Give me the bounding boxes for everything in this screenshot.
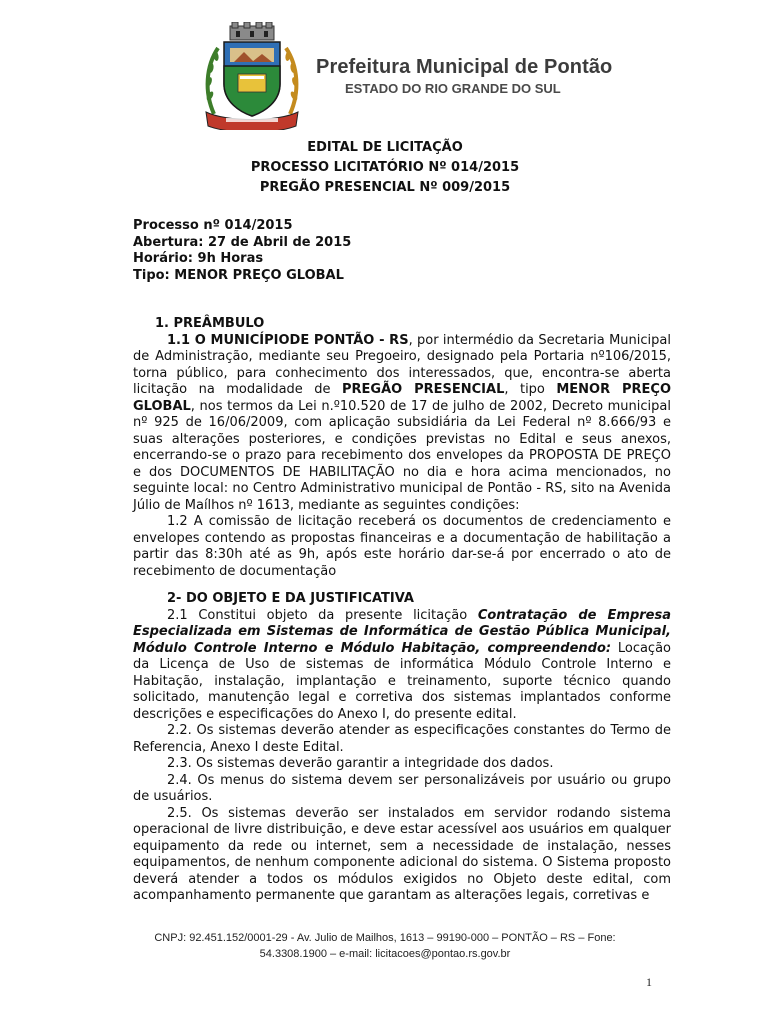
- municipal-coat-of-arms-icon: [200, 22, 304, 130]
- footer-contact: 54.3308.1900 – e-mail: licitacoes@pontao.rs.gov.br: [259, 948, 511, 960]
- process-metadata: [133, 218, 351, 284]
- page-number: 1: [646, 975, 652, 989]
- municipality-label: 1.1 O MUNICÍPIODE PONTÃO - RS: [167, 332, 409, 348]
- opening-date: Abertura: 27 de Abril de 2015: [133, 234, 352, 250]
- document-title-block: [0, 138, 770, 198]
- footer-address: CNPJ: 92.451.152/0001-29 - Av. Julio de Mailhos, 1613 – 99190-000 – PONTÃO – RS – Fone:: [154, 932, 616, 944]
- paragraph-2-5: 2.5. Os sistemas deverão ser instalados em servidor rodando sistema operacional de livre distribuição, e deve estar acessível aos usuários em qualquer equipamento da rede ou internet, sem a necessidade de instalação, nesses equipamentos, de nenhum componente adicional do sistema. O Sistema proposto deverá atender a todos os módulos exigidos no Objeto deste edital, com acompanhamento permanente que garantam as alterações legais, corretivas e: [133, 805, 671, 903]
- organization-state: ESTADO DO RIO GRANDE DO SUL: [345, 81, 561, 96]
- opening-time: Horário: 9h Horas: [133, 251, 264, 266]
- organization-name: Prefeitura Municipal de Pontão: [316, 56, 613, 78]
- bid-type: Tipo: MENOR PREÇO GLOBAL: [133, 267, 344, 283]
- paragraph-2-1: 2.1 Constitui objeto da presente licitação Contratação de Empresa Especializada em Sistemas de Informática de Gestão Pública Municipal, Módulo Controle Interno e Módulo Habitação, compreendendo: Locação da Licença de Uso de sistemas de informática Módulo Controle Interno e Habitação, instalação, implantação e treinamento, suporte técnico quando solicitado, manutenção legal e corretiva dos sistemas implantados conforme descrições e especificações do Anexo I, do presente edital.: [133, 607, 672, 722]
- paragraph-2-3: 2.3. Os sistemas deverão garantir a integridade dos dados.: [167, 756, 554, 771]
- section-heading: 1. PREÂMBULO: [155, 316, 265, 331]
- process-title: PROCESSO LICITATÓRIO Nº 014/2015: [250, 160, 520, 175]
- section-object: [133, 591, 671, 905]
- paragraph-2-2: 2.2. Os sistemas deverão atender as especificações constantes do Termo de Referencia, Anexo I deste Edital.: [133, 723, 671, 755]
- page-footer: [0, 930, 770, 962]
- paragraph-1-2: 1.2 A comissão de licitação receberá os documentos de credenciamento e envelopes contendo as propostas financeiras e a documentação de habilitação a partir das 8:30h até as 9h, após este horário dar-se-á por encerrado o ato de recebimento de documentação: [133, 514, 671, 579]
- section-preamble: [133, 316, 671, 580]
- paragraph-2-4: 2.4. Os menus do sistema devem ser personalizáveis por usuário ou grupo de usuários.: [133, 772, 671, 804]
- auction-title: PREGÃO PRESENCIAL Nº 009/2015: [259, 180, 511, 195]
- process-number: Processo nº 014/2015: [133, 218, 293, 233]
- section-heading: 2- DO OBJETO E DA JUSTIFICATIVA: [167, 591, 414, 606]
- paragraph-1-1: 1.1 O MUNICÍPIODE PONTÃO - RS, por intermédio da Secretaria Municipal de Administração, mediante seu Pregoeiro, designado pela Portaria nº106/2015, torna público, para conhecimento dos interessados, que, encontra-se aberta licitação na modalidade de PREGÃO PRESENCIAL, tipo MENOR PREÇO GLOBAL, nos termos da Lei n.º10.520 de 17 de julho de 2002, Decreto municipal nº 925 de 16/06/2009, com aplicação subsidiária da Lei Federal nº 8.666/93 e suas alterações posteriores, e condições previstas no Edital e seus anexos, encerrando-se o prazo para recebimento dos envelopes da PROPOSTA DE PREÇO e dos DOCUMENTOS DE HABILITAÇÃO no dia e hora acima mencionados, no seguinte local: no Centro Administrativo municipal de Pontão - RS, sito na Avenida Júlio de Maílhos nº 1613, mediante as seguintes condições:: [133, 332, 671, 513]
- document-title: EDITAL DE LICITAÇÃO: [307, 140, 463, 155]
